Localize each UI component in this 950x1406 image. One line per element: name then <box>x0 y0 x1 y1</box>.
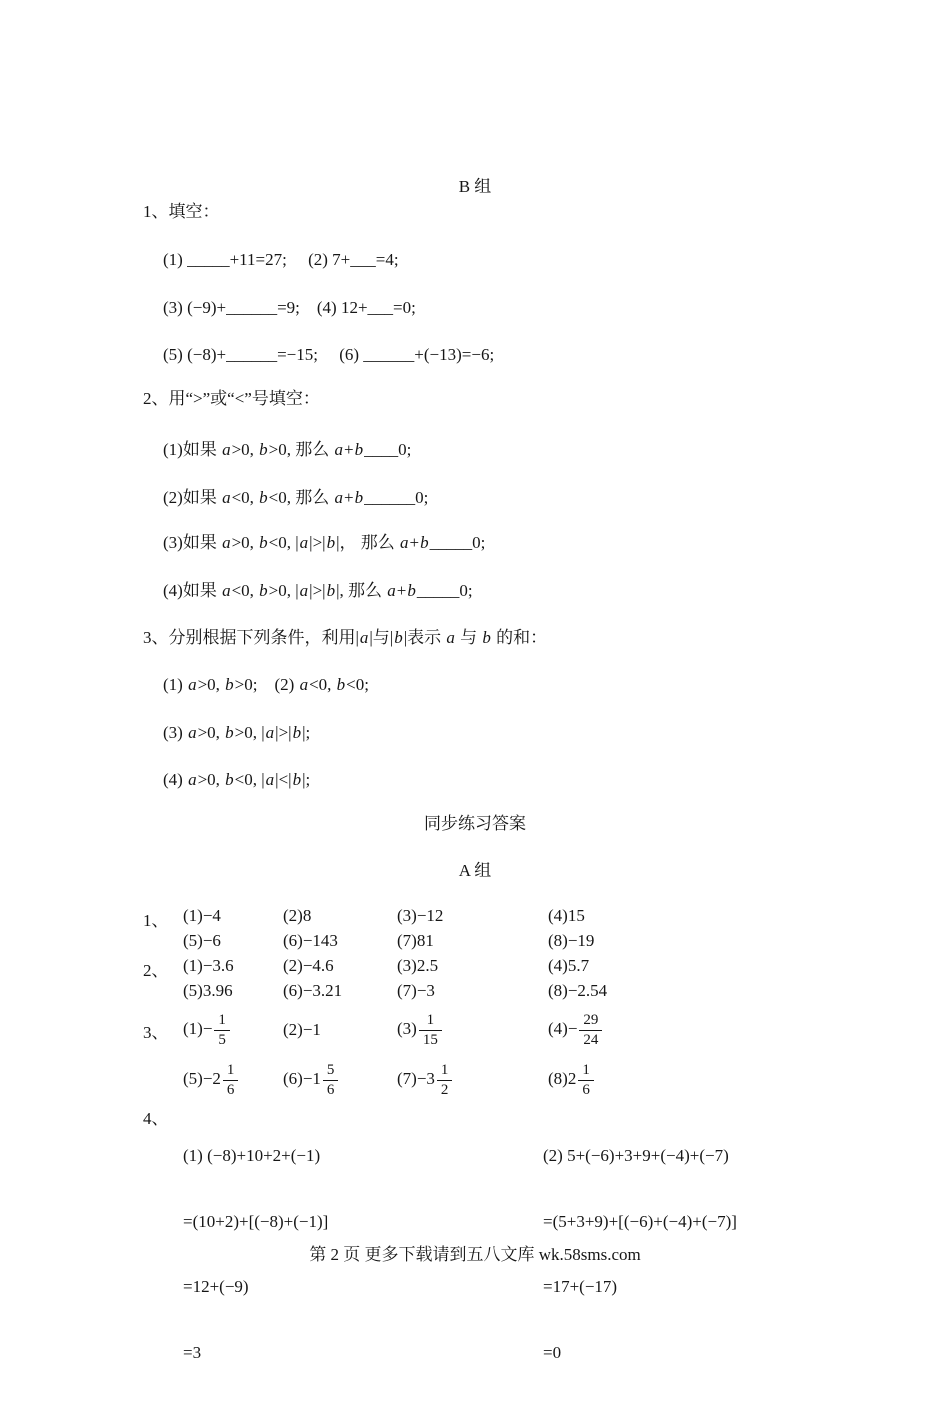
group-b-heading: B 组 <box>458 177 492 196</box>
answer-cell <box>548 1061 595 1100</box>
answer-cell: (5)3.96 <box>183 981 233 1000</box>
answer-cell: (2)−4.6 <box>283 956 334 975</box>
calc-line: =0 <box>543 1343 562 1363</box>
answer-prefix: − <box>567 1018 578 1038</box>
problem-1-line-2: (3) (−9)+______=9; (4) 12+___=0; <box>163 298 416 317</box>
answer-label: (2) <box>283 1020 303 1039</box>
problem-2-line-3: (3)如果 a>0, b<0, |a|>|b|， 那么 a+b_____0; <box>163 533 486 552</box>
answer-cell: (6)−3.21 <box>283 981 343 1000</box>
problem-1-line-1: (1) _____+11=27; (2) 7+___=4; <box>163 250 399 269</box>
answer-row-number: 2、 <box>143 961 169 980</box>
fraction <box>437 1061 453 1100</box>
answer-row-number: 4、 <box>143 1109 169 1128</box>
fraction-denominator: 15 <box>422 1031 438 1048</box>
answer-prefix: 2 <box>567 1068 577 1088</box>
fraction-denominator: 5 <box>218 1031 226 1048</box>
answer-cell: (3)−12 <box>397 906 444 925</box>
answer-label: (3) <box>397 1018 417 1038</box>
answer-cell: (1)−4 <box>183 906 221 925</box>
fraction <box>214 1011 230 1050</box>
answer-row-number: 1、 <box>143 911 169 930</box>
problem-1-heading: 1、填空： <box>143 202 220 221</box>
problem-2-heading: 2、用“>”或“<”号填空： <box>143 389 320 408</box>
answer-cell <box>283 1020 397 1040</box>
problem-1-line-3: (5) (−8)+______=−15; (6) ______+(−13)=−6; <box>163 345 495 364</box>
fraction-numerator: 1 <box>223 1061 239 1081</box>
fraction-numerator: 1 <box>214 1011 230 1031</box>
answer-cell: (7)−3 <box>397 981 435 1000</box>
answer-label: (5) <box>183 1068 203 1088</box>
fraction <box>578 1061 594 1100</box>
fraction-numerator: 1 <box>419 1011 442 1031</box>
problem-3-line-1: (1) a>0, b>0; (2) a<0, b<0; <box>163 675 369 694</box>
calc-line: =(5+3+9)+[(−6)+(−4)+(−7)] <box>543 1211 737 1231</box>
answer-cell: (7)81 <box>397 931 434 950</box>
answer-cell: (5)−6 <box>183 931 221 950</box>
page-footer: 第 2 页 更多下载请到五八文库 wk.58sms.com <box>309 1245 641 1264</box>
answer-cell: (6)−143 <box>283 931 338 950</box>
answer-cell <box>397 1011 548 1050</box>
answer-row-3-line-2 <box>143 1056 595 1104</box>
answer-cell: (4)15 <box>548 906 585 925</box>
answer-cell: (2)8 <box>283 906 312 925</box>
answer-cell <box>548 1011 603 1050</box>
calc-line: (1) (−8)+10+2+(−1) <box>183 1146 321 1165</box>
problem-3-line-2: (3) a>0, b>0, |a|>|b|; <box>163 723 311 742</box>
fraction-denominator: 2 <box>440 1081 449 1098</box>
answer-cell <box>397 1061 548 1100</box>
fraction-denominator: 6 <box>226 1081 235 1098</box>
answer-label: (8) <box>548 1068 568 1088</box>
answer-cell: (1)−3.6 <box>183 956 234 975</box>
calc-line: =(10+2)+[(−8)+(−1)] <box>183 1211 329 1231</box>
answer-row-3-line-1 <box>143 1006 603 1054</box>
row-number-spacer <box>143 981 183 1001</box>
fraction-numerator: 5 <box>323 1061 339 1081</box>
answer-prefix: −3 <box>416 1068 435 1088</box>
problem-3-heading: 3、分别根据下列条件，利用|a|与|b|表示 a 与 b 的和： <box>143 628 548 647</box>
answers-heading: 同步练习答案 <box>424 814 526 833</box>
fraction <box>323 1061 339 1100</box>
fraction-numerator: 1 <box>578 1061 594 1081</box>
answer-label: (6) <box>283 1068 303 1088</box>
fraction-denominator: 6 <box>582 1081 590 1098</box>
fraction-numerator: 29 <box>579 1011 602 1031</box>
answer-label: (7) <box>397 1068 417 1088</box>
fraction-numerator: 1 <box>437 1061 453 1081</box>
fraction <box>223 1061 239 1100</box>
answer-row-number: 3、 <box>143 1022 169 1042</box>
fraction <box>419 1011 442 1050</box>
answer-prefix: − <box>202 1018 213 1038</box>
problem-2-line-2: (2)如果 a<0, b<0, 那么 a+b______0; <box>163 488 429 507</box>
answer-prefix: −1 <box>302 1020 321 1039</box>
answer-cell: (8)−19 <box>548 931 595 950</box>
answer-prefix: −1 <box>302 1068 321 1088</box>
problem-3-line-3: (4) a>0, b<0, |a|<|b|; <box>163 770 311 789</box>
answer-label: (4) <box>548 1018 568 1038</box>
answer-cell: (3)2.5 <box>397 956 439 975</box>
calc-line: (2) 5+(−6)+3+9+(−4)+(−7) <box>543 1146 729 1165</box>
answer-row-1-line-1 <box>143 906 585 931</box>
answer-cell <box>183 1061 283 1100</box>
calc-line: =17+(−17) <box>543 1277 618 1297</box>
problem-2-line-4: (4)如果 a<0, b>0, |a|>|b|, 那么 a+b_____0; <box>163 581 473 600</box>
answer-cell <box>283 1061 397 1100</box>
fraction-denominator: 24 <box>583 1031 599 1048</box>
answer-row-2-line-2 <box>143 981 607 1001</box>
fraction <box>579 1011 602 1050</box>
group-a-heading: A 组 <box>458 861 492 880</box>
answer-cell: (8)−2.54 <box>548 981 608 1000</box>
answer-prefix: −2 <box>202 1068 221 1088</box>
answer-cell <box>183 1011 283 1050</box>
answer-row-2-line-1 <box>143 956 589 981</box>
answer-label: (1) <box>183 1018 203 1038</box>
calc-line: =3 <box>183 1343 202 1363</box>
answer-cell: (4)5.7 <box>548 956 590 975</box>
calc-line: =12+(−9) <box>183 1277 249 1297</box>
fraction-denominator: 6 <box>326 1081 335 1098</box>
problem-2-line-1: (1)如果 a>0, b>0, 那么 a+b____0; <box>163 440 412 459</box>
row-number-spacer <box>143 931 183 951</box>
answer-row-1-line-2 <box>143 931 594 951</box>
